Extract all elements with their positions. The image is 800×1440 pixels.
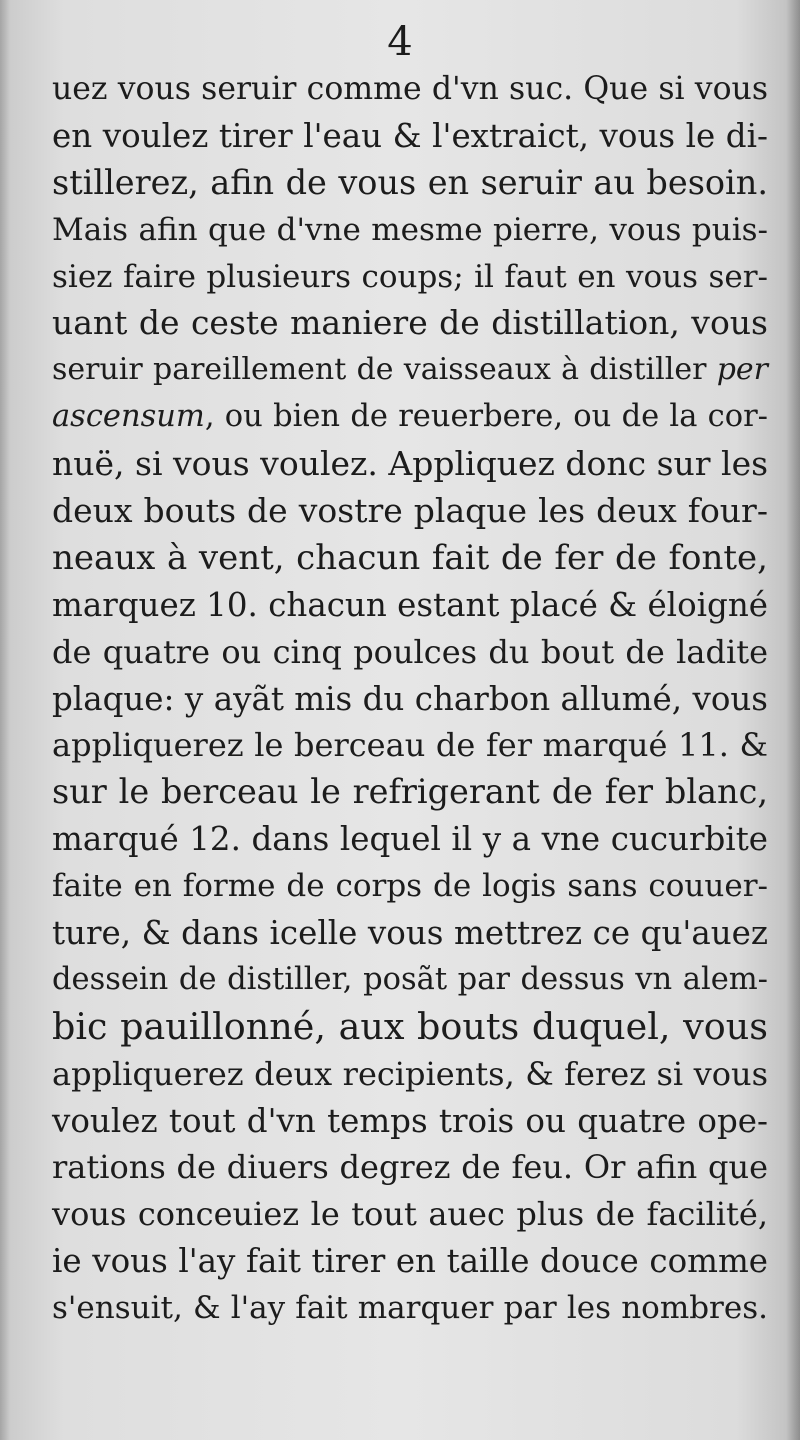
text-line-20: dessein de distiller, posãt par dessus vn alem- [52, 961, 768, 997]
body-text [52, 66, 768, 1332]
page-right-edge [786, 0, 800, 1440]
text-line-1: uez vous seruir comme d'vn suc. Que si vous [52, 71, 768, 107]
page-number: 4 [387, 19, 413, 65]
text-line-19: ture, & dans icelle vous mettrez ce qu'auez [52, 914, 768, 953]
text-line-4: Mais afin que d'vne mesme pierre, vous puis- [52, 211, 768, 248]
text-line-7-italic: per [716, 352, 768, 388]
text-line-9: nuë, si vous voulez. Appliquez donc sur les [52, 444, 769, 484]
text-line-10: deux bouts de vostre plaque les deux four- [52, 491, 768, 531]
text-line-27: s'ensuit, & l'ay fait marquer par les nombres. [52, 1290, 768, 1327]
text-line-8: ascensum, ou bien de reuerbere, ou de la cor- [52, 399, 768, 435]
text-line-25: vous conceuiez le tout auec plus de facilité, [52, 1195, 768, 1234]
text-line-13: de quatre ou cinq poulces du bout de ladite [52, 632, 768, 671]
text-line-12: marquez 10. chacun estant placé & éloigné [52, 585, 768, 624]
text-line-3: stillerez, afin de vous en seruir au besoin. [52, 162, 768, 202]
text-line-26: ie vous l'ay fait tirer en taille douce comme [52, 1242, 768, 1281]
text-line-22: appliquerez deux recipients, & ferez si vous [52, 1054, 768, 1093]
text-line-23: voulez tout d'vn temps trois ou quatre ope- [52, 1101, 768, 1140]
page-left-edge [0, 0, 10, 1440]
text-line-11: neaux à vent, chacun fait de fer de fonte, [52, 537, 768, 578]
text-line-17: marqué 12. dans lequel il y a vne cucurbite [52, 820, 768, 859]
text-line-14: plaque: y ayãt mis du charbon allumé, vous [52, 679, 768, 718]
text-line-6: uant de ceste maniere de distillation, vous [52, 303, 768, 343]
text-line-16: sur le berceau le refrigerant de fer blanc, [52, 772, 768, 812]
text-line-18: faite en forme de corps de logis sans couuer- [52, 868, 768, 905]
text-line-15: appliquerez le berceau de fer marqué 11. & [52, 726, 768, 765]
text-line-2: en voulez tirer l'eau & l'extraict, vous le di- [52, 116, 768, 155]
text-line-5: siez faire plusieurs coups; il faut en vous ser- [52, 258, 768, 295]
text-line-7-main: seruir pareillement de vaisseaux à distiller [52, 352, 707, 388]
text-line-8-italic: ascensum [52, 399, 205, 435]
text-line-24: rations de diuers degrez de feu. Or afin que [52, 1148, 768, 1187]
text-line-21: bic pauillonné, aux bouts duquel, vous [52, 1004, 768, 1048]
text-line-7 [52, 347, 768, 394]
